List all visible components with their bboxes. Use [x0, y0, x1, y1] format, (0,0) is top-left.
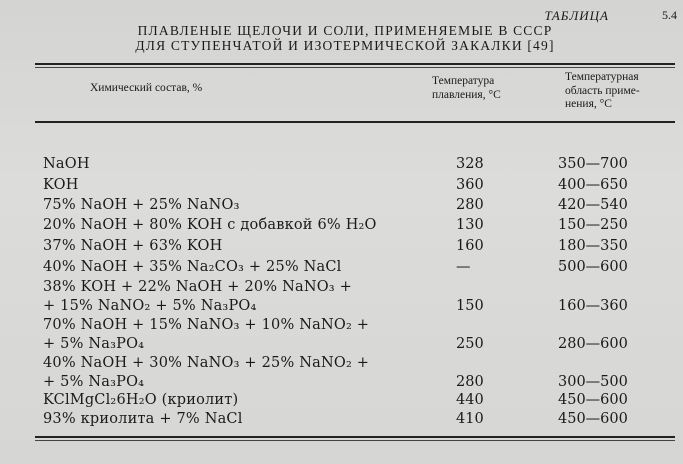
composition-cell: 37% NaOH + 63% KOH — [43, 238, 223, 254]
range-cell: 180—350 — [558, 238, 628, 254]
header-range-line-1: Температурная — [565, 71, 639, 83]
melting-cell: 328 — [456, 156, 484, 172]
melting-cell: 250 — [456, 336, 484, 352]
column-header-melting — [432, 75, 501, 102]
page-number: 5.4 — [662, 8, 677, 22]
melting-cell: 360 — [456, 177, 484, 193]
top-rule-thin — [35, 67, 675, 68]
composition-cell: 70% NaOH + 15% NaNO₃ + 10% NaNO₂ + — [43, 317, 370, 333]
header-rule — [35, 121, 675, 123]
range-cell: 420—540 — [558, 197, 628, 213]
melting-cell: 280 — [456, 374, 484, 390]
composition-cell: 40% NaOH + 30% NaNO₃ + 25% NaNO₂ + — [43, 355, 370, 371]
bottom-rule — [35, 436, 675, 438]
header-range-line-3: нения, °C — [565, 98, 612, 110]
header-melting-line-1: Температура — [432, 75, 495, 87]
melting-cell: 130 — [456, 217, 484, 233]
range-cell: 150—250 — [558, 217, 628, 233]
header-melting-line-2: плавления, °C — [432, 88, 501, 101]
composition-cell: KClMgCl₂6H₂O (криолит) — [43, 392, 239, 408]
top-rule — [35, 63, 675, 65]
composition-cell: 20% NaOH + 80% KOH с добавкой 6% H₂O — [43, 217, 377, 233]
title-line-1: ПЛАВЛЕНЫЕ ЩЕЛОЧИ И СОЛИ, ПРИМЕНЯЕМЫЕ В СССР — [137, 23, 553, 38]
header-range-line-2: область приме- — [565, 84, 640, 97]
composition-cell: 75% NaOH + 25% NaNO₃ — [43, 197, 240, 213]
composition-cell-continued: + 15% NaNO₂ + 5% Na₃PO₄ — [43, 298, 257, 314]
composition-cell-continued: + 5% Na₃PO₄ — [43, 374, 145, 390]
composition-cell: 40% NaOH + 35% Na₂CO₃ + 25% NaCl — [43, 259, 342, 275]
melting-cell: 160 — [456, 238, 484, 254]
range-cell: 300—500 — [558, 374, 628, 390]
bottom-rule-thin — [35, 440, 675, 441]
melting-cell: — — [456, 259, 471, 275]
composition-cell: 38% KOH + 22% NaOH + 20% NaNO₃ + — [43, 279, 352, 295]
composition-cell-continued: + 5% Na₃PO₄ — [43, 336, 145, 352]
composition-cell: KOH — [43, 177, 79, 193]
column-header-composition: Химический состав, % — [90, 82, 203, 94]
melting-cell: 410 — [456, 411, 484, 427]
table-label: ТАБЛИЦА — [544, 8, 609, 23]
range-cell: 400—650 — [558, 177, 628, 193]
range-cell: 450—600 — [558, 411, 628, 427]
composition-cell: NaOH — [43, 156, 90, 172]
table-title — [110, 23, 580, 53]
range-cell: 350—700 — [558, 156, 628, 172]
range-cell: 160—360 — [558, 298, 628, 314]
melting-cell: 150 — [456, 298, 484, 314]
title-line-2: ДЛЯ СТУПЕНЧАТОЙ И ИЗОТЕРМИЧЕСКОЙ ЗАКАЛКИ [49] — [135, 38, 555, 53]
melting-cell: 440 — [456, 392, 484, 408]
range-cell: 450—600 — [558, 392, 628, 408]
melting-cell: 280 — [456, 197, 484, 213]
column-header-range — [565, 71, 640, 112]
composition-cell: 93% криолита + 7% NaCl — [43, 411, 243, 427]
range-cell: 280—600 — [558, 336, 628, 352]
range-cell: 500—600 — [558, 259, 628, 275]
